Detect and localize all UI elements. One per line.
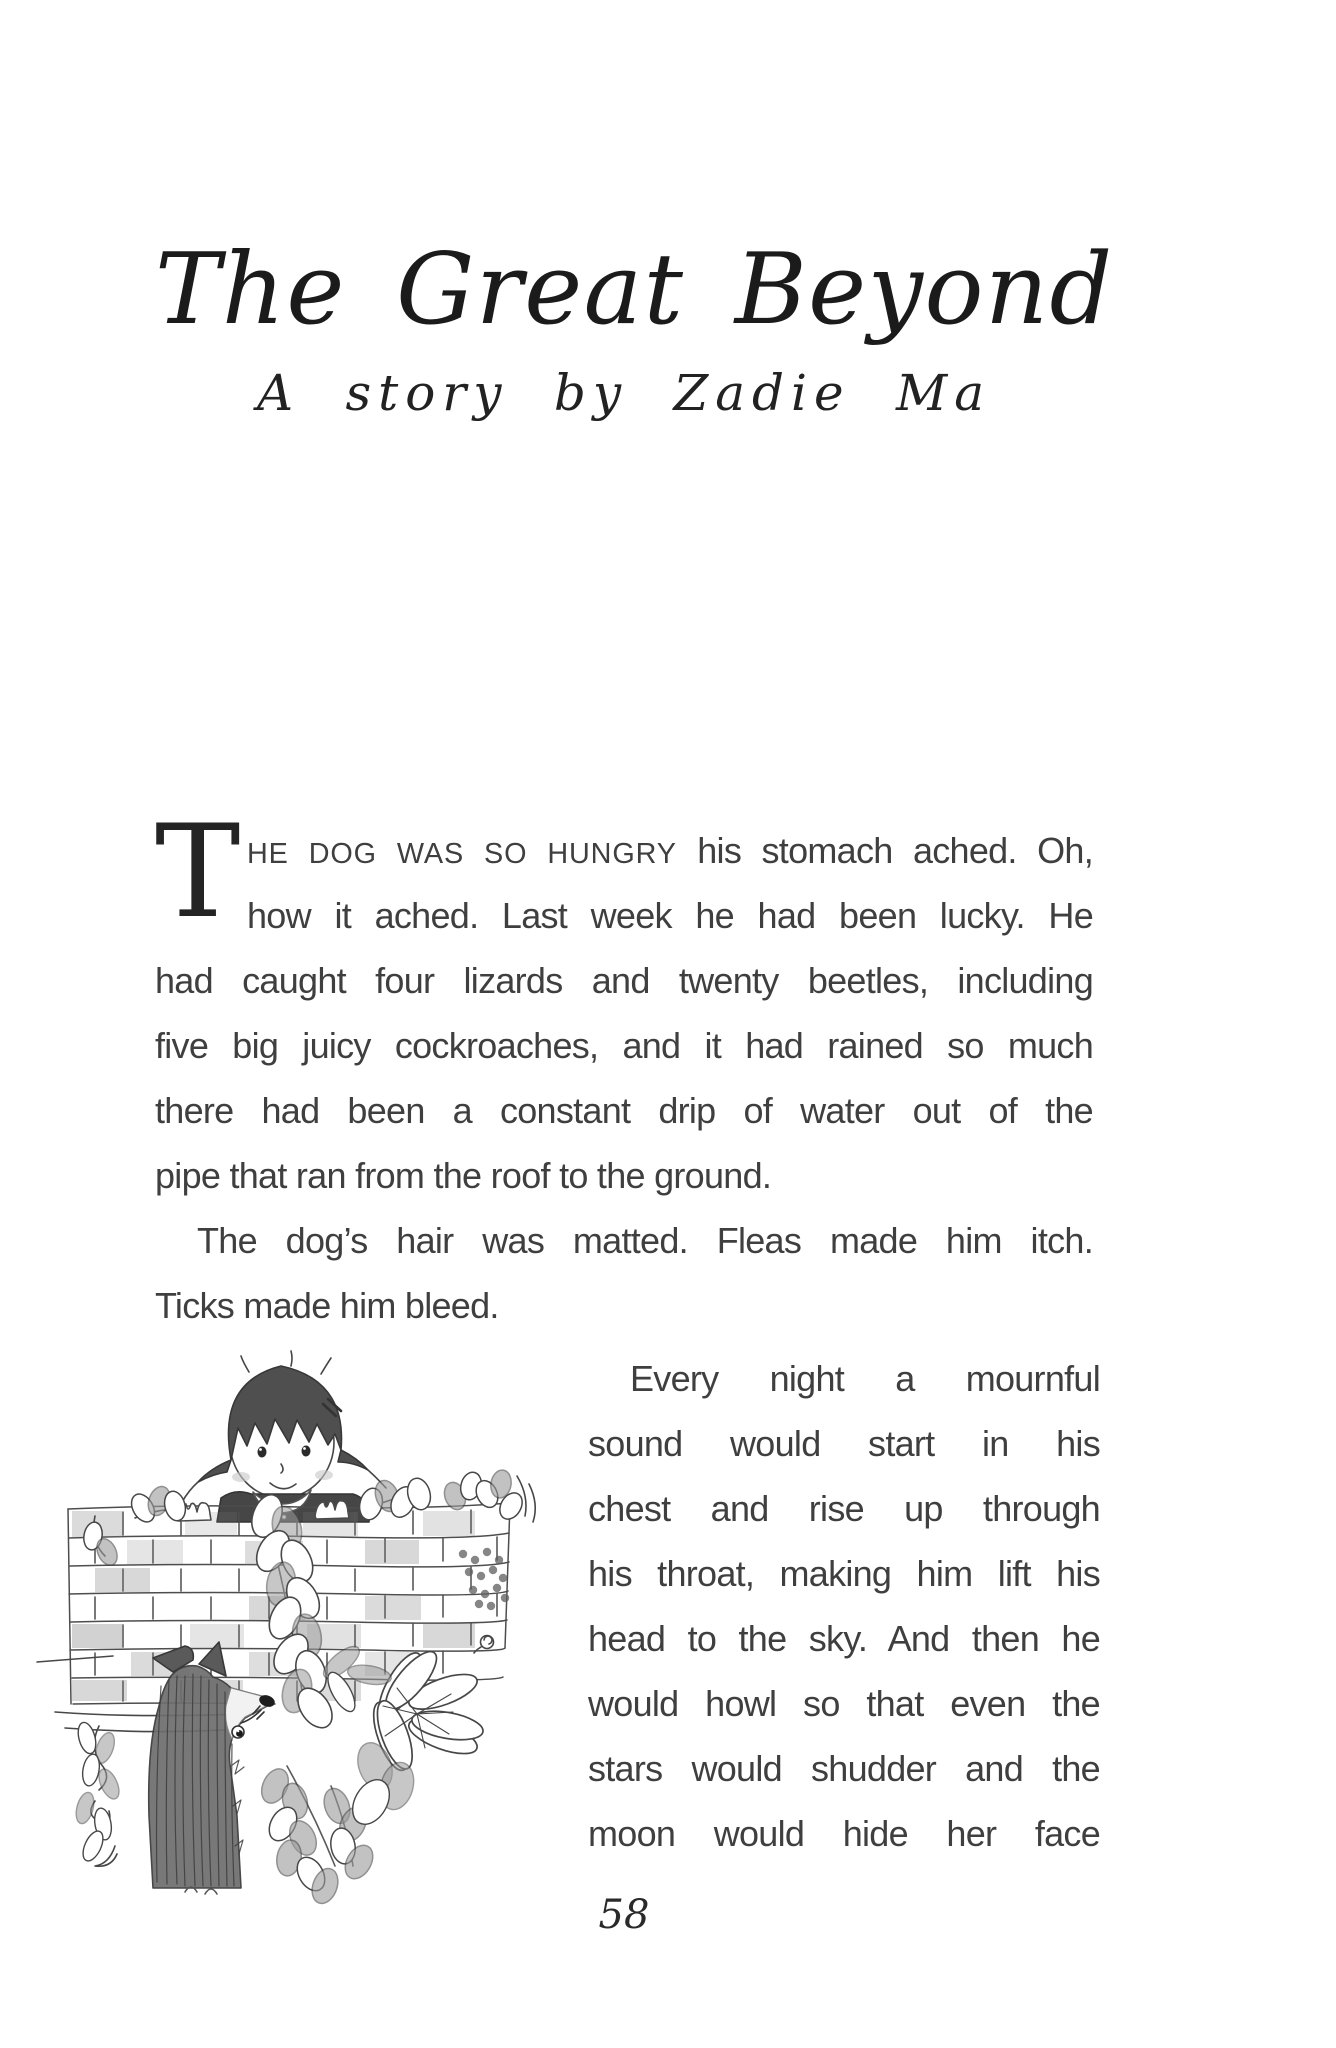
illustrated-section: [155, 1346, 1100, 1921]
paragraph-beside-illustration: [588, 1346, 1100, 1866]
text-line: there had been a constant drip of water out of the: [155, 1090, 1093, 1131]
paragraph-lines: [588, 1346, 1100, 1866]
paragraph-lines: [155, 818, 1093, 1208]
text-line: chest and rise up through: [588, 1488, 1100, 1529]
paragraph-lines: [155, 1208, 1093, 1338]
text-line: pipe that ran from the roof to the ground.: [155, 1155, 772, 1196]
small-caps-lead: HE DOG WAS SO HUNGRY: [247, 838, 677, 870]
text-line: head to the sky. And then he: [588, 1618, 1100, 1659]
text-line: would howl so that even the: [588, 1683, 1100, 1724]
text-line: had caught four lizards and twenty beetles, including: [155, 960, 1093, 1001]
story-title: The Great Beyond: [155, 233, 1114, 347]
story-illustration: [35, 1346, 565, 1921]
text-line: The dog’s hair was matted. Fleas made him itch.: [197, 1220, 1093, 1261]
text-line: sound would start in his: [588, 1423, 1100, 1464]
page-content: [0, 233, 1336, 2048]
girl-wall-dog-sketch-illustration: [35, 1346, 565, 1921]
text-line: stars would shudder and the: [588, 1748, 1100, 1789]
paragraph-second: [155, 1208, 1093, 1338]
page-number: 58: [598, 1892, 650, 1938]
text-line: moon would hide her face: [588, 1813, 1100, 1854]
text-line: Ticks made him bleed.: [155, 1285, 499, 1326]
drop-cap: T: [155, 798, 240, 947]
story-subtitle: A story by Zadie Ma: [256, 364, 992, 422]
paragraph-opening: [155, 798, 1093, 1208]
text-line: how it ached. Last week he had been lucky. He: [247, 895, 1093, 936]
text-line: his throat, making him lift his: [588, 1553, 1100, 1594]
text-line: Every night a mournful: [630, 1358, 1100, 1399]
text-line: five big juicy cockroaches, and it had rained so much: [155, 1025, 1093, 1066]
text-line: HE DOG WAS SO HUNGRY his stomach ached. Oh,: [247, 830, 1093, 871]
